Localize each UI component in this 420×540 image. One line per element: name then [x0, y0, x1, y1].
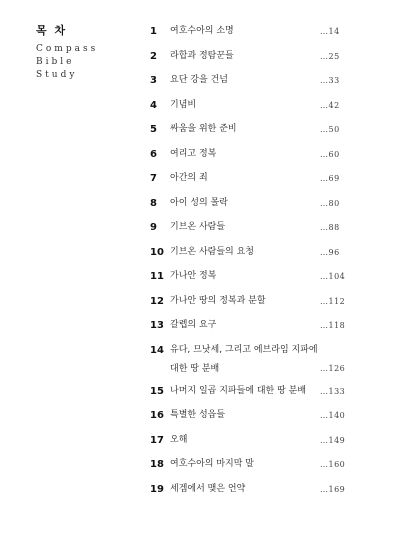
series-word-compass: Compass — [36, 44, 99, 54]
chapter-number: 15 — [150, 385, 164, 397]
chapter-title: 특별한 성읍들 — [170, 410, 226, 420]
chapter-title: 아이 성의 몰락 — [170, 197, 228, 208]
page-number: …14 — [320, 27, 340, 36]
chapter-number: 9 — [150, 222, 157, 233]
chapter-number: 8 — [150, 197, 157, 209]
page-number: …42 — [320, 100, 340, 110]
chapter-title: 가나안 땅의 정복과 분할 — [170, 295, 266, 306]
chapter-number: 14 — [150, 344, 164, 356]
chapter-number: 17 — [150, 434, 164, 446]
chapter-title: 기브온 사람들의 요청 — [170, 246, 254, 257]
page-number: …60 — [320, 149, 340, 159]
toc-entry[interactable] — [150, 345, 390, 386]
page-number: …112 — [320, 296, 346, 306]
chapter-title: 여리고 정복 — [170, 148, 217, 159]
page-number: …69 — [320, 174, 340, 183]
page-number: …118 — [320, 321, 346, 330]
page-number: …160 — [320, 460, 346, 469]
series-word-bible: Bible — [36, 57, 75, 67]
chapter-number: 13 — [150, 320, 164, 331]
toc-list — [150, 26, 390, 508]
chapter-number: 1 — [150, 26, 157, 37]
sidebar — [36, 22, 136, 82]
page-number: …140 — [320, 411, 346, 420]
chapter-number: 6 — [150, 148, 157, 160]
toc-heading: 목 차 — [36, 24, 68, 37]
chapter-title: 라합과 정탐꾼들 — [170, 50, 234, 61]
chapter-number: 18 — [150, 459, 164, 470]
chapter-title: 여호수아의 마지막 말 — [170, 459, 254, 469]
page-number: …50 — [320, 125, 340, 134]
chapter-number: 2 — [150, 50, 157, 62]
page-number: …88 — [320, 223, 340, 232]
page-number: …96 — [320, 247, 340, 257]
chapter-number: 11 — [150, 271, 164, 282]
chapter-title: 가나안 정복 — [170, 271, 217, 281]
chapter-number: 12 — [150, 295, 164, 307]
chapter-number: 4 — [150, 99, 157, 111]
chapter-title: 싸움을 위한 준비 — [170, 124, 237, 134]
chapter-title: 요단 강을 건넘 — [170, 75, 228, 85]
page-number: …126 — [320, 363, 346, 373]
chapter-title: 아간의 죄 — [170, 173, 208, 183]
page-number: …33 — [320, 76, 340, 85]
chapter-title: 유다, 므낫세, 그리고 에브라임 지파에 대한 땅 분배 — [170, 344, 318, 374]
page-number: …169 — [320, 484, 346, 494]
page-number: …80 — [320, 198, 340, 208]
page-number: …104 — [320, 272, 346, 281]
chapter-title: 기념비 — [170, 99, 197, 110]
chapter-number: 16 — [150, 410, 164, 421]
chapter-title: 나머지 일곱 지파들에 대한 땅 분배 — [170, 385, 307, 396]
chapter-number: 3 — [150, 75, 157, 86]
chapter-number: 5 — [150, 124, 157, 135]
toc-entry[interactable] — [150, 484, 390, 509]
chapter-title: 여호수아의 소명 — [170, 26, 234, 36]
page-number: …25 — [320, 51, 340, 61]
page-number: …149 — [320, 435, 346, 445]
chapter-title: 오해 — [170, 434, 188, 445]
series-word-study: Study — [36, 70, 78, 80]
chapter-number: 7 — [150, 173, 157, 184]
page-number: …133 — [320, 386, 346, 396]
chapter-title: 갈렙의 요구 — [170, 320, 217, 330]
chapter-title: 기브온 사람들 — [170, 222, 226, 232]
chapter-number: 19 — [150, 483, 164, 495]
chapter-number: 10 — [150, 246, 164, 258]
chapter-title: 세겜에서 맺은 언약 — [170, 483, 246, 494]
